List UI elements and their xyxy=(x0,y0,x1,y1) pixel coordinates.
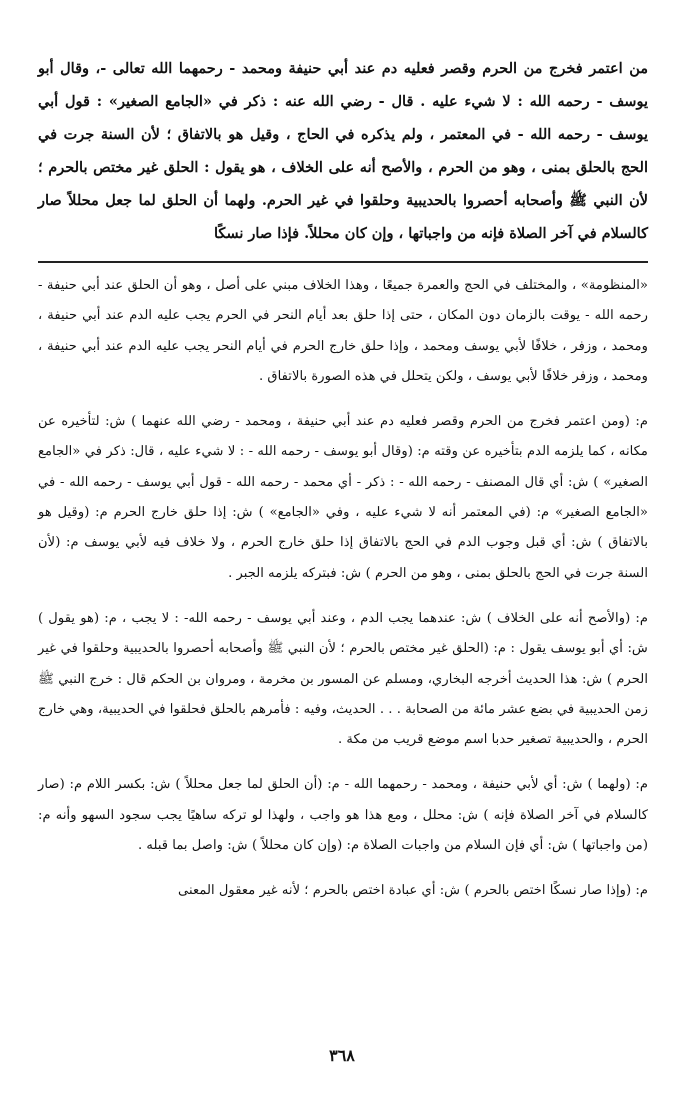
main-text xyxy=(38,52,648,250)
commentary-paragraph: م: (ولهما ) ش: أي لأبي حنيفة ، ومحمد - رحمهما الله - م: (أن الحلق لما جعل محللاً ) ش: بكسر اللام م: (صار كالسلام في آخر الصلاة فإنه ) ش: محلل ، ومع هذا هو واجب ، ولهذا لو تركه ساهيًا يجب سجود السهو وأنه م: (من واجباتها ) ش: أي فإن السلام من واجبات الصلاة م: (وإن كان محللاً ) ش: واصل بما قبله . xyxy=(38,777,648,854)
commentary-paragraph: م: (ومن اعتمر فخرج من الحرم وقصر فعليه دم عند أبي حنيفة ، ومحمد - رضي الله عنهما ) ش: لتأخيره عن مكانه ، كما يلزمه الدم بتأخيره عن وقته م: (وقال أبو يوسف - رحمه الله - : لا شيء عليه ، قال: ذكر في «الجامع الصغير» ) ش: أي قال المصنف - رحمه الله - : ذكر - أي محمد - رحمه الله - قول أبي يوسف - رحمه الله - في «الجامع الصغير» م: (في المعتمر أنه لا شيء عليه ، وفي «الجامع» ) ش: إذا حلق خارج الحرم م: (وقيل هو بالاتفاق ) ش: أي قبل وجوب الدم في الحج بالاتفاق إذا حلق خارج الحرم ، ولا خلاف فيه لأبي يوسف م: (لأن السنة جرت في الحج بالحلق بمنى ، وهو من الحرم ) ش: فبتركه يلزمه الجبر . xyxy=(38,414,648,581)
commentary-paragraph: م: (والأصح أنه على الخلاف ) ش: عندهما يجب الدم ، وعند أبي يوسف - رحمه الله- : لا يجب ، م: (هو يقول ) ش: أي أبو يوسف يقول : م: (الحلق غير مختص بالحرم ؛ لأن النبي ﷺ وأصحابه أحصروا بالحديبية وحلقوا في غير الحرم ) ش: هذا الحديث أخرجه البخاري، ومسلم عن المسور بن مخرمة ، ومروان بن الحكم قال : خرج النبي ﷺ زمن الحديبية في بضع عشر مائة من الصحابة . . . الحديث، وفيه : فأمرهم بالحلق فحلقوا في الحديبية، وهي خارج الحرم ، والحديبية تصغير حدبا اسم موضع قريب من مكة . xyxy=(38,610,648,748)
main-paragraph: من اعتمر فخرج من الحرم وقصر فعليه دم عند أبي حنيفة ومحمد - رحمهما الله تعالى -، وقال أبو يوسف - رحمه الله : لا شيء عليه . قال - رضي الله عنه : ذكر في «الجامع الصغير» : قول أبي يوسف - رحمه الله - في المعتمر ، ولم يذكره في الحاج ، وقيل هو بالاتفاق ؛ لأن السنة جرت في الحج بالحلق بمنى ، وهو من الحرم ، والأصح أنه على الخلاف ، هو يقول : الحلق غير مختص بالحرم ؛ لأن النبي ﷺ وأصحابه أحصروا بالحديبية وحلقوا في غير الحرم. ولهما أن الحلق لما جعل محللاً صار كالسلام في آخر الصلاة فإنه من واجباتها ، وإن كان محللاً. فإذا صار نسكًا xyxy=(38,60,648,242)
page-number: ٣٦٨ xyxy=(329,1046,355,1065)
commentary xyxy=(38,271,648,907)
separator-rule xyxy=(38,261,648,263)
book-page xyxy=(38,52,648,907)
commentary-paragraph: م: (وإذا صار نسكًا اختص بالحرم ) ش: أي عبادة اختص بالحرم ؛ لأنه غير معقول المعنى xyxy=(178,883,648,899)
commentary-paragraph: «المنظومة» ، والمختلف في الحج والعمرة جميعًا ، وهذا الخلاف مبني على أصل ، وهو أن الحلق عند أبي حنيفة - رحمه الله - يوقت بالزمان دون المكان ، حتى إذا حلق بعد أيام النحر في الحرم يجب عليه الدم عند أبي حنيفة ، ومحمد ، وزفر ، خلافًا لأبي يوسف ومحمد ، وإذا حلق خارج الحرم في أيام النحر يجب عليه الدم عند أبي حنيفة ، ومحمد ، وزفر خلافًا لأبي يوسف ، ولكن يتحلل في هذه الصورة بالاتفاق . xyxy=(38,278,648,384)
